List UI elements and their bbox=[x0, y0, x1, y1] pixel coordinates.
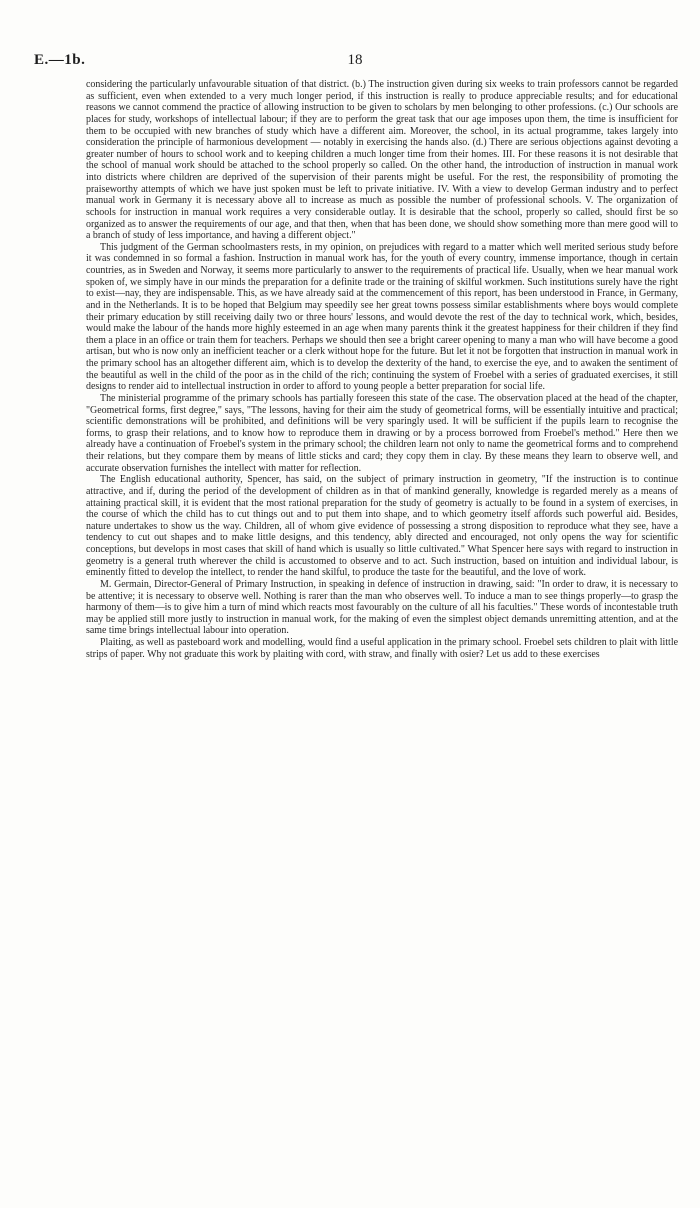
page-number: 18 bbox=[347, 52, 363, 68]
page-header bbox=[34, 52, 676, 72]
paragraph: M. Germain, Director-General of Primary Instruction, in speaking in defence of instruction in drawing, said: "In order to draw, it is necessary to be attentive; it is necessary to observe well. Nothing is rarer than the man who observes well. To induce a man to see things properly—to grasp the harmony of them—is to give him a turn of mind which reacts most favourably on the culture of all his faculties." These words of incontestable truth may be applied still more justly to instruction in manual work, for the making of even the simplest object demands unremitting attention, and at the same time brings intellectual labour into operation. bbox=[86, 578, 678, 637]
body-text bbox=[86, 79, 678, 660]
paragraph: The ministerial programme of the primary schools has partially foreseen this state of the case. The observation placed at the head of the chapter, "Geometrical forms, first degree," says, "The lessons, having for their aim the study of geometrical forms, will be essentially intuitive and practical; scientific demonstrations will be prohibited, and definitions will be very sparingly used. It will be sufficient if the pupils learn to recognise the forms, to grasp their relations, and to know how to reproduce them in drawing or by a process borrowed from Froebel's method." Here then we already have a continuation of Froebel's system in the primary school; the children learn not only to name the geometrical forms and to comprehend their relations, but they compare them by means of little sticks and card; they copy them in clay. By these means they learn to observe well, and accurate observation furnishes the intellect with matter for reflection. bbox=[86, 392, 678, 474]
paragraph: This judgment of the German schoolmasters rests, in my opinion, on prejudices with regard to a matter which well merited serious study before it was condemned in so formal a fashion. Instruction in manual work has, for the youth of every country, immense importance, though in certain countries, as in Sweden and Norway, it seems more particularly to answer to the requirements of practical life. Usually, when we hear manual work spoken of, we simply have in our minds the preparation for a definite trade or the training of skilful workmen. Such institutions surely have the right to exist—nay, they are indispensable. This, as we have already said at the commencement of this report, has been understood in France, in Germany, and in the Netherlands. It is to be hoped that Belgium may speedily see her great towns possess similar establishments where boys would complete their primary education by still receiving daily two or three hours' lessons, and would devote the rest of the day to technical work, which, besides, would make the labour of the hands more highly esteemed in an age when many parents think it the greatest happiness for their children if they find them a place in an office or train them for teachers. Perhaps we should then see a bright career opening to many a man who will have become a good artisan, but who is now only an inefficient teacher or a clerk without hope for the future. But let it not be forgotten that instruction in manual work in the primary school has an altogether different aim, which is to develop the dexterity of the hand, to exercise the eye, and to awaken the sentiment of the beautiful as well in the child of the poor as in the child of the rich; continuing the system of Froebel with a series of graduated exercises, it still designs to render aid to intellectual instruction in order to afford to young people a better preparation for social life. bbox=[86, 241, 678, 393]
paragraph: considering the particularly unfavourable situation of that district. (b.) The instruction given during six weeks to train professors cannot be regarded as sufficient, even when extended to a very much longer period, if this instruction is really to produce appreciable results; and for educational reasons we cannot commend the practice of allowing instruction to be given to scholars by men belonging to other professions. (c.) Our schools are places for study, workshops of intellectual labour; if they are to perform the great task that our age imposes upon them, the time is insufficient for them to be occupied with new branches of study which have a different aim. Moreover, the school, in its actual programme, takes largely into consideration the principle of harmonious development — notably in exercising the hands also. (d.) There are serious objections against devoting a greater number of hours to school work and to keeping children a much longer time from their homes. III. For these reasons it is not desirable that the school of manual work should be attached to the school properly so called. On the other hand, the introduction of instruction in manual work into districts where children are deprived of the supervision of their parents might be useful. For the rest, the responsibility of promoting the praiseworthy attempts of which we have just spoken must be left to private initiative. IV. With a view to develop German industry and to perfect manual work in Germany it is necessary above all to increase as much as possible the number of professional schools. V. The organization of schools for instruction in manual work requires a very considerable outlay. It is desirable that the school, properly so called, should first be so organized as to answer the requirements of our age, and that then, when that has been done, we should show something more than mere good will to a branch of study of less importance, and having a different object." bbox=[86, 79, 678, 242]
paragraph: The English educational authority, Spencer, has said, on the subject of primary instruction in geometry, "If the instruction is to continue attractive, and if, during the period of the development of children as in that of mankind generally, knowledge is regarded merely as a means of attaining practical skill, it is evident that the most rational preparation for the study of geometry is actually to be found in a system of exercises, in the course of which the child has to cut things out and to put them into shape, and to which geometry itself affords such powerful aid. Besides, nature undertakes to show us the way. Children, all of whom give evidence of possessing a strong disposition to reproduce what they see, have a tendency to cut out shapes and to make little designs, and this tendency, ably directed and encouraged, not only opens the way for scientific conceptions, but develops in most cases that skill of hand which is usually so little cultivated." What Spencer here says with regard to instruction in geometry is a general truth wherever the child is accustomed to observe and to act. Such instruction, based on intuition and individual labour, is eminently fitted to develop the intellect, to render the hand skilful, to produce the taste for the beautiful, and the love of work. bbox=[86, 474, 678, 579]
paragraph: Plaiting, as well as pasteboard work and modelling, would find a useful application in the primary school. Froebel sets children to plait with little strips of paper. Why not graduate this work by plaiting with cord, with straw, and finally with osier? Let us add to these exercises bbox=[86, 637, 678, 660]
paper-reference: E.—1b. bbox=[34, 52, 86, 68]
